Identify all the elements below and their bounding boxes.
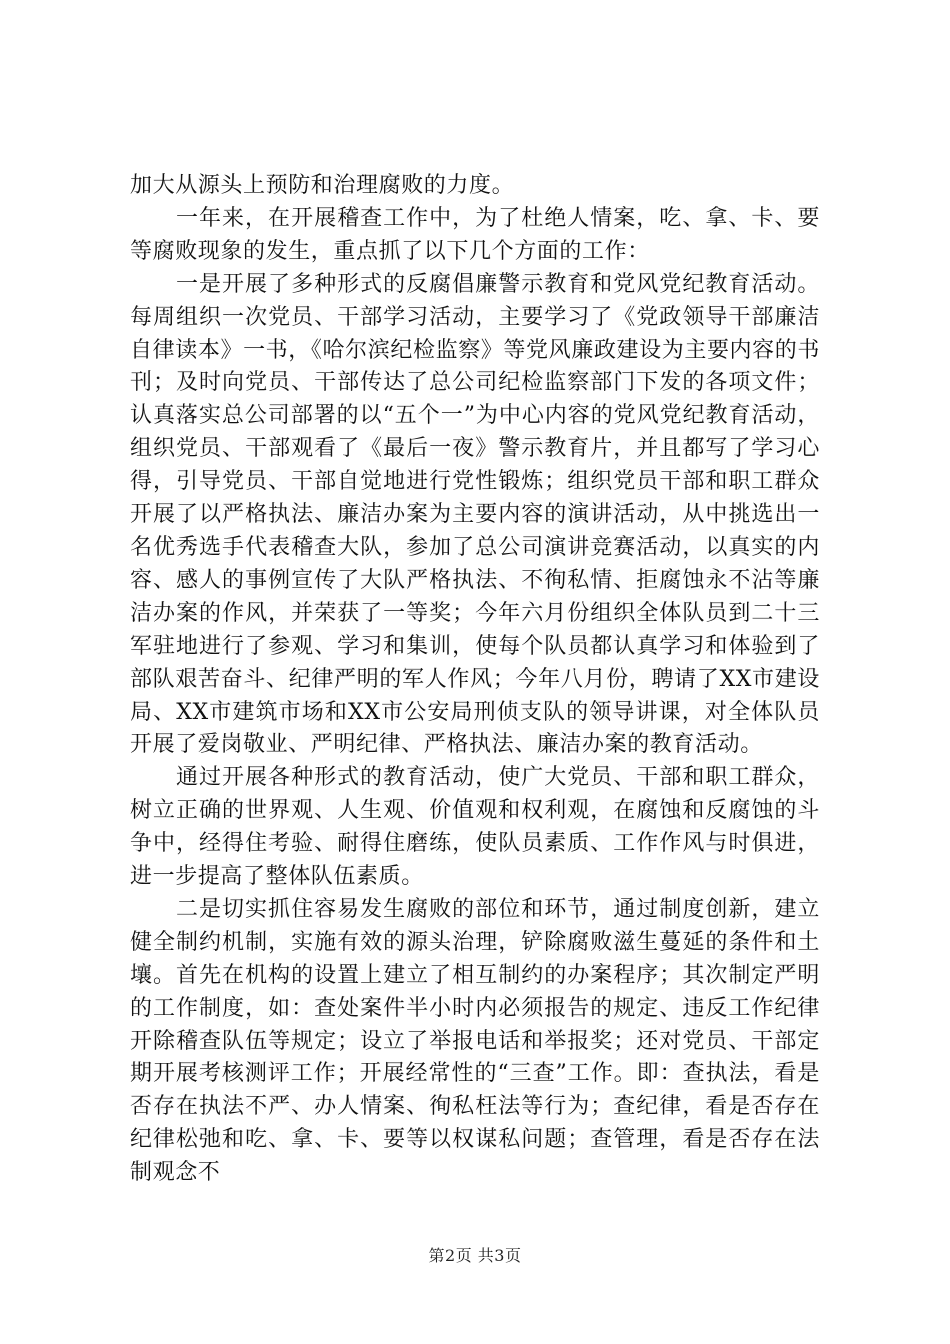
paragraph-1: 加大从源头上预防和治理腐败的力度。: [130, 173, 515, 198]
paragraph-4: 通过开展各种形式的教育活动，使广大党员、干部和职工群众，树立正确的世界观、人生观、价值观和权利观，在腐蚀和反腐蚀的斗争中，经得住考验、耐得住磨练，使队员素质、工作作风与时俱进，进一步提高了整体队伍素质。: [130, 765, 820, 890]
page-footer: [0, 1243, 950, 1266]
document-body: [130, 170, 820, 1190]
paragraph-2: 一年来，在开展稽查工作中，为了杜绝人情案，吃、拿、卡、要等腐败现象的发生，重点抓了以下几个方面的工作：: [130, 205, 820, 264]
paragraph-5: 二是切实抓住容易发生腐败的部位和环节，通过制度创新，建立健全制约机制，实施有效的源头治理，铲除腐败滋生蔓延的条件和土壤。首先在机构的设置上建立了相互制约的办案程序；其次制定严明的工作制度，如：查处案件半小时内必须报告的规定、违反工作纪律开除稽查队伍等规定；设立了举报电话和举报奖；还对党员、干部定期开展考核测评工作；开展经常性的“三查”工作。即：查执法，看是否存在执法不严、办人情案、徇私枉法等行为；查纪律，看是否存在纪律松弛和吃、拿、卡、要等以权谋私问题；查管理，看是否存在法制观念不: [130, 896, 820, 1186]
page-number-label: 第2页 共3页: [428, 1246, 522, 1265]
paragraph-3: 一是开展了多种形式的反腐倡廉警示教育和党风党纪教育活动。每周组织一次党员、干部学习活动，主要学习了《党政领导干部廉洁自律读本》一书，《哈尔滨纪检监察》等党风廉政建设为主要内容的书刊；及时向党员、干部传达了总公司纪检监察部门下发的各项文件；认真落实总公司部署的以“五个一”为中心内容的党风党纪教育活动，组织党员、干部观看了《最后一夜》警示教育片，并且都写了学习心得，引导党员、干部自觉地进行党性锻炼；组织党员干部和职工群众开展了以严格执法、廉洁办案为主要内容的演讲活动，从中挑选出一名优秀选手代表稽查大队，参加了总公司演讲竞赛活动，以真实的内容、感人的事例宣传了大队严格执法、不徇私情、拒腐蚀永不沾等廉洁办案的作风，并荣获了一等奖；今年六月份组织全体队员到二十三军驻地进行了参观、学习和集训，使每个队员都认真学习和体验到了部队艰苦奋斗、纪律严明的军人作风；今年八月份，聘请了XX市建设局、XX市建筑市场和XX市公安局刑侦支队的领导讲课，对全体队员开展了爱岗敬业、严明纪律、严格执法、廉洁办案的教育活动。: [130, 271, 820, 758]
